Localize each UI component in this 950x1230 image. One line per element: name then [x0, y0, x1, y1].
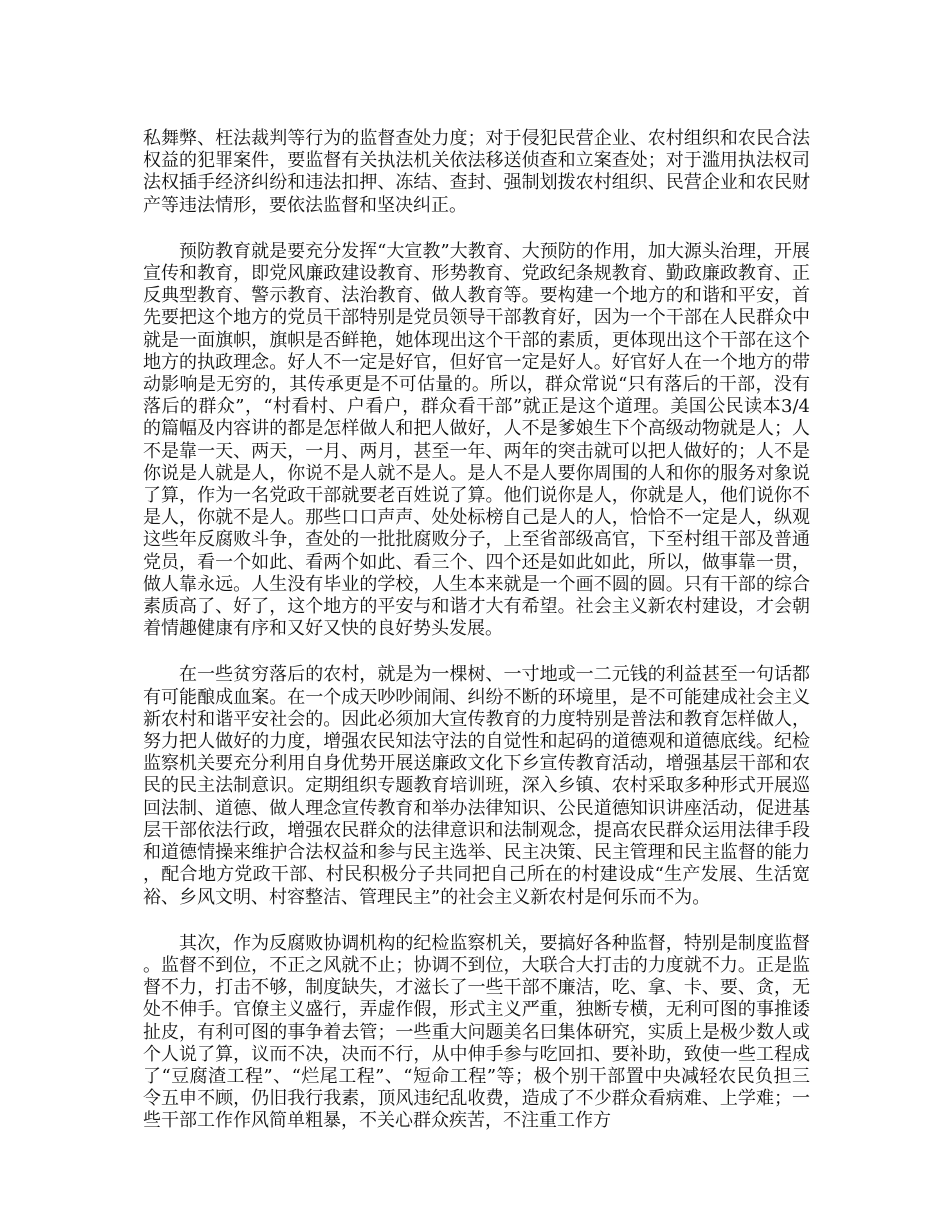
paragraph-supervision: 其次，作为反腐败协调机构的纪检监察机关，要搞好各种监督，特别是制度监督。监督不到位，不正之风就不止；协调不到位，大联合大打击的力度就不力。正是监督不力，打击不够，制度缺失，才滋长了一些干部不廉洁，吃、拿、卡、要、贪，无处不伸手。官僚主义盛行，弄虚作假，形式主义严重，独断专横，无利可图的事推诿扯皮，有利可图的事争着去管；一些重大问题美名曰集体研究，实质上是极少数人或个人说了算，议而不决，决而不行，从中伸手参与吃回扣、要补助，致使一些工程成了“豆腐渣工程”、“烂尾工程”、“短命工程”等；极个别干部置中央减轻农民负担三令五申不顾，仍旧我行我素，顶风违纪乱收费，造成了不少群众看病难、上学难；一些干部工作作风简单粗暴，不关心群众疾苦，不注重工作方	[143, 932, 810, 1132]
paragraph-prevention-education: 预防教育就是要充分发挥“大宣教”大教育、大预防的作用，加大源头治理，开展宣传和教育，即党风廉政建设教育、形势教育、党政纪条规教育、勤政廉政教育、正反典型教育、警示教育、法治教育、做人教育等。要构建一个地方的和谐和平安，首先要把这个地方的党员干部特别是党员领导干部教育好，因为一个干部在人民群众中就是一面旗帜，旗帜是否鲜艳，她体现出这个干部的素质，更体现出这个干部在这个地方的执政理念。好人不一定是好官，但好官一定是好人。好官好人在一个地方的带动影响是无穷的，其传承更是不可估量的。所以，群众常说“只有落后的干部，没有落后的群众”，“村看村、户看户，群众看干部”就正是这个道理。美国公民读本3/4的篇幅及内容讲的都是怎样做人和把人做好，人不是爹娘生下个高级动物就是人；人不是靠一天、两天，一月、两月，甚至一年、两年的突击就可以把人做好的；人不是你说是人就是人，你说不是人就不是人。是人不是人要你周围的人和你的服务对象说了算，作为一名党政干部就要老百姓说了算。他们说你是人，你就是人，他们说你不是人，你就不是人。那些口口声声、处处标榜自己是人的人，恰恰不一定是人，纵观这些年反腐败斗争，查处的一批批腐败分子，上至省部级高官，下至村组干部及普通党员，看一个如此、看两个如此、看三个、四个还是如此如此，所以，做事靠一贯，做人靠永远。人生没有毕业的学校，人生本来就是一个画不圆的圆。只有干部的综合素质高了、好了，这个地方的平安与和谐才大有希望。社会主义新农村建设，才会朝着情趣健康有序和又好又快的良好势头发展。	[143, 240, 810, 640]
paragraph-continuation: 私舞弊、枉法裁判等行为的监督查处力度；对于侵犯民营企业、农村组织和农民合法权益的犯罪案件，要监督有关执法机关依法移送侦查和立案查处；对于滥用执法权司法权插手经济纠纷和违法扣押、冻结、查封、强制划拨农村组织、民营企业和农民财产等违法情形，要依法监督和坚决纠正。	[143, 128, 810, 216]
document-body	[143, 128, 810, 1157]
paragraph-rural-education: 在一些贫穷落后的农村，就是为一棵树、一寸地或一二元钱的利益甚至一句话都有可能酿成血案。在一个成天吵吵闹闹、纠纷不断的环境里，是不可能建成社会主义新农村和谐平安社会的。因此必须加大宣传教育的力度特别是普法和教育怎样做人，努力把人做好的力度，增强农民知法守法的自觉性和起码的道德观和道德底线。纪检监察机关要充分利用自身优势开展送廉政文化下乡宣传教育活动，增强基层干部和农民的民主法制意识。定期组织专题教育培训班，深入乡镇、农村采取多种形式开展巡回法制、道德、做人理念宣传教育和举办法律知识、公民道德知识讲座活动，促进基层干部依法行政，增强农民群众的法律意识和法制观念，提高农民群众运用法律手段和道德情操来维护合法权益和参与民主选举、民主决策、民主管理和民主监督的能力，配合地方党政干部、村民积极分子共同把自己所在的村建设成“生产发展、生活宽裕、乡风文明、村容整洁、管理民主”的社会主义新农村是何乐而不为。	[143, 664, 810, 908]
